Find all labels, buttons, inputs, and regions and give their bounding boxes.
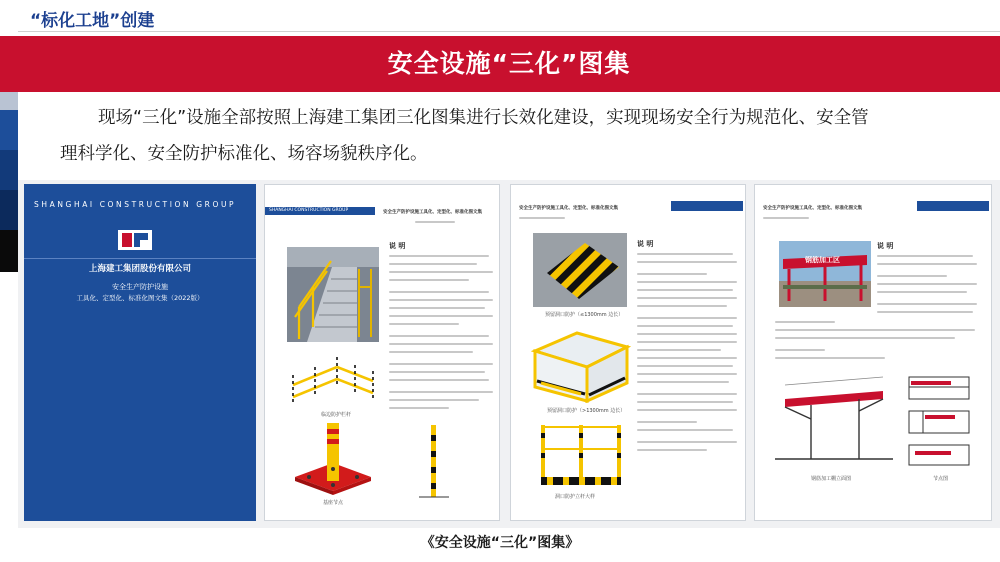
side-strip-light [0, 36, 18, 92]
banner-title: 安全设施“三化”图集 [387, 49, 631, 78]
atlas-page-2 [510, 184, 746, 521]
cover-company-en: SHANGHAI CONSTRUCTION GROUP [34, 200, 237, 209]
side-strip-navy [0, 190, 18, 230]
page-1-subline [415, 221, 455, 223]
page-3-fig-1-label: 钢筋加工棚立面图 [811, 476, 852, 482]
page-3-section-title: 说 明 [877, 242, 894, 250]
hole-cover-hazard-photo [533, 233, 627, 307]
cover-doc-subtitle: 工具化、定型化、标准化图文集（2022版） [76, 294, 204, 302]
company-logo-icon [118, 230, 152, 250]
rebar-shed-photo [779, 241, 871, 307]
stair-guardrail-photo [287, 247, 379, 342]
side-strip-blue-1 [0, 110, 18, 150]
side-strip-black [0, 230, 18, 272]
intro-line-1: 现场“三化”设施全部按照上海建工集团三化图集进行长效化建设，实现现场安全行为规范化、安全管 [98, 108, 869, 128]
section-title: “标化工地”创建 [30, 11, 155, 31]
page-3-fig-2-label: 节点图 [933, 476, 949, 482]
page-1-fig-2-label: 临边防护栏杆 [321, 412, 352, 418]
page-1-fig-3-label: 基座节点 [323, 500, 344, 506]
side-strip-blue-2 [0, 150, 18, 190]
cover-doc-title: 安全生产防护设施 [112, 283, 168, 291]
rebar-shed-elevation [775, 373, 893, 463]
page-2-fig-1-label: 预留洞口防护（≤1300mm 边长） [545, 312, 624, 318]
page-2-fig-3-label: 洞口防护立杆大样 [555, 494, 596, 500]
edge-railing-illustration [287, 345, 379, 411]
atlas-page-3 [754, 184, 992, 521]
figure-caption: 《安全设施“三化”图集》 [420, 535, 580, 551]
page-3-logo-bar [917, 201, 989, 211]
side-strip-gray [0, 92, 18, 110]
atlas-page-1 [264, 184, 500, 521]
page-2-title: 安全生产防护设施工具化、定型化、标准化图文集 [519, 206, 618, 211]
rebar-zone-sign: 钢筋加工区 [805, 256, 840, 264]
hole-fence-illustration [531, 321, 631, 403]
atlas-cover [24, 184, 256, 521]
page-1-section-title: 说 明 [389, 242, 406, 250]
page-1-header-text: SHANGHAI CONSTRUCTION GROUP [269, 208, 349, 213]
page-2-logo-bar [671, 201, 743, 211]
page-2-section-title: 说 明 [637, 240, 654, 248]
header-divider [18, 31, 1000, 32]
page-1-title: 安全生产防护设施工具化、定型化、标准化图文集 [383, 210, 482, 215]
cover-divider [24, 258, 256, 259]
hole-fence-elevation [535, 419, 627, 491]
page-2-fig-2-label: 预留洞口防护（>1300mm 边长） [547, 408, 626, 414]
page-2-subline [519, 217, 565, 219]
post-elevation-drawing [415, 421, 455, 501]
cover-company-cn: 上海建工集团股份有限公司 [88, 264, 191, 274]
intro-line-2: 理科学化、安全防护标准化、场容场貌秩序化。 [60, 144, 428, 164]
post-base-illustration [287, 419, 379, 499]
node-detail-drawings [903, 371, 983, 471]
page-3-subline [763, 217, 809, 219]
title-banner [18, 36, 1000, 92]
page-3-title: 安全生产防护设施工具化、定型化、标准化图文集 [763, 206, 862, 211]
